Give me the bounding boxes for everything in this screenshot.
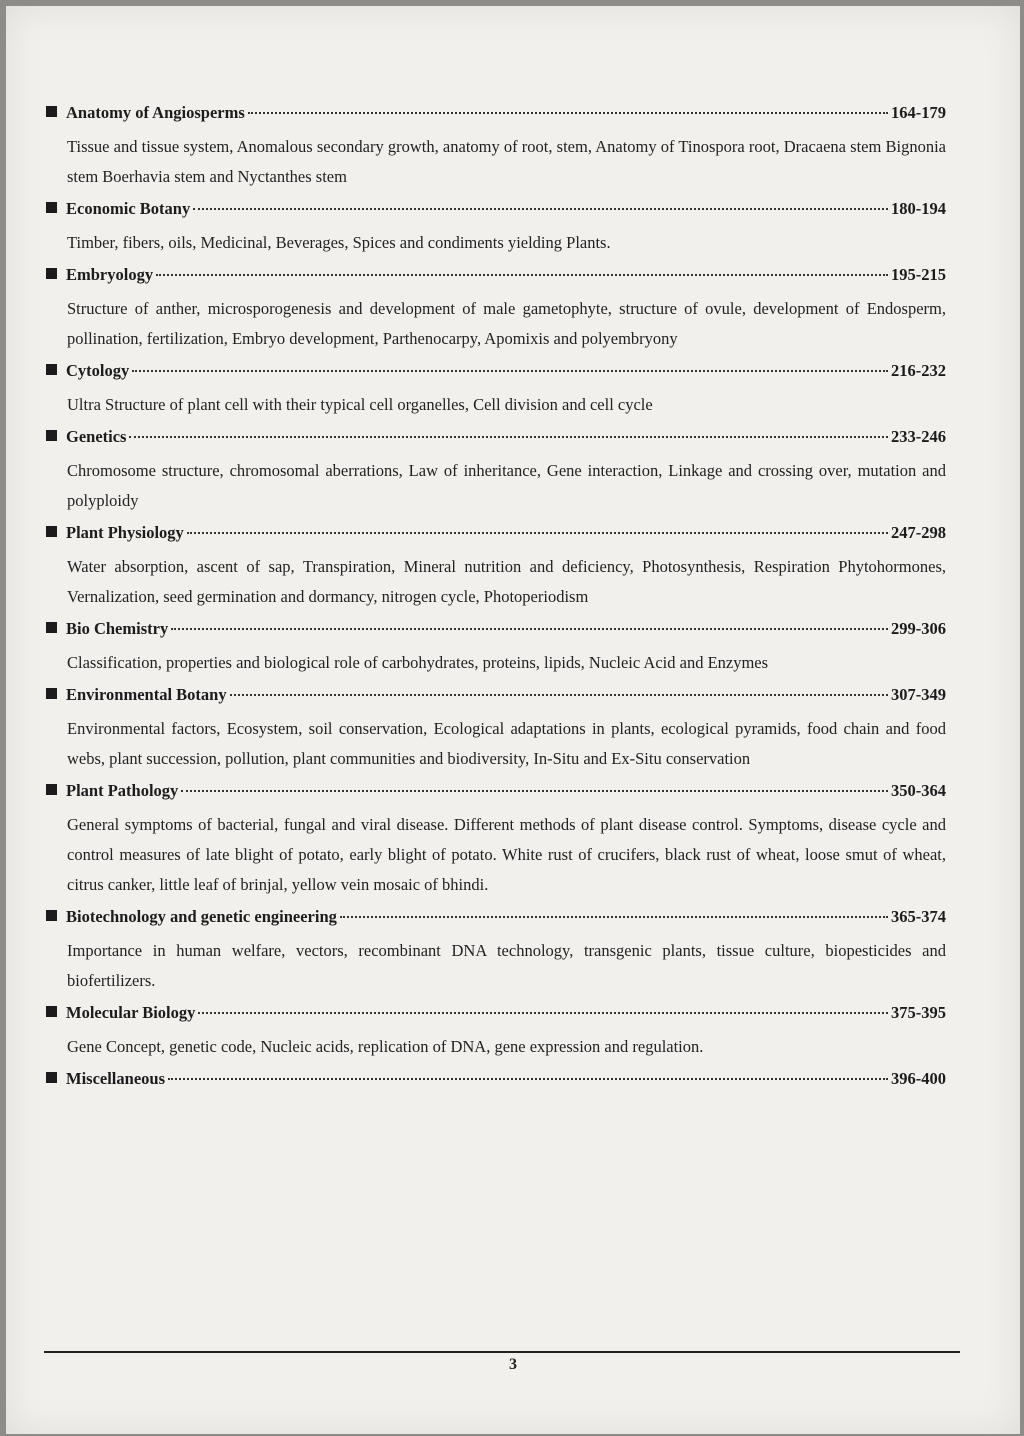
- section-title: Bio Chemistry: [66, 619, 169, 638]
- toc-heading: [46, 781, 946, 801]
- page-range: 350-364: [891, 781, 946, 800]
- square-bullet-icon: [46, 268, 57, 279]
- page-range: 164-179: [891, 103, 946, 122]
- dot-leader: [132, 370, 888, 372]
- section-description: Chromosome structure, chromosomal aberrations, Law of inheritance, Gene interaction, Linkage and crossing over, mutation and polyploidy: [67, 461, 946, 510]
- section-description: Water absorption, ascent of sap, Transpiration, Mineral nutrition and deficiency, Photosynthesis, Respiration Phytohormones, Vernalization, seed germination and dormancy, nitrogen cycle, Photoperiodism: [67, 557, 946, 606]
- page-range: 195-215: [891, 265, 946, 284]
- section-description: Ultra Structure of plant cell with their typical cell organelles, Cell division and cell cycle: [67, 395, 653, 414]
- toc-heading: [46, 265, 946, 285]
- section-description: Tissue and tissue system, Anomalous secondary growth, anatomy of root, stem, Anatomy of Tinospora root, Dracaena stem Bignonia stem Boerhavia stem and Nyctanthes stem: [67, 137, 946, 186]
- table-of-contents: [46, 103, 946, 1089]
- page-range: 216-232: [891, 361, 946, 380]
- toc-entry: [46, 1003, 946, 1062]
- square-bullet-icon: [46, 1006, 57, 1017]
- section-title: Plant Pathology: [66, 781, 179, 800]
- page-number: 3: [509, 1356, 517, 1373]
- toc-entry: [46, 523, 946, 612]
- square-bullet-icon: [46, 784, 57, 795]
- square-bullet-icon: [46, 430, 57, 441]
- square-bullet-icon: [46, 688, 57, 699]
- square-bullet-icon: [46, 202, 57, 213]
- section-title: Miscellaneous: [66, 1069, 165, 1088]
- toc-heading: [46, 523, 946, 543]
- section-description: Structure of anther, microsporogenesis and development of male gametophyte, structure of ovule, development of Endosperm, pollination, fertilization, Embryo development, Parthenocarpy, Apomixis and polyembryony: [67, 299, 946, 348]
- toc-entry: [46, 1069, 946, 1089]
- toc-entry: [46, 103, 946, 192]
- section-title: Genetics: [66, 427, 127, 446]
- section-title: Anatomy of Angiosperms: [66, 103, 245, 122]
- dot-leader: [168, 1078, 888, 1080]
- section-description: Timber, fibers, oils, Medicinal, Beverages, Spices and condiments yielding Plants.: [67, 233, 611, 252]
- toc-entry: [46, 199, 946, 258]
- section-description: Environmental factors, Ecosystem, soil conservation, Ecological adaptations in plants, ecological pyramids, food chain and food webs, plant succession, pollution, plant communities and biodiversity, In-Situ and Ex-Situ conservation: [67, 719, 946, 768]
- page-range: 233-246: [891, 427, 946, 446]
- toc-entry: [46, 781, 946, 900]
- dot-leader: [187, 532, 888, 534]
- toc-entry: [46, 361, 946, 420]
- dot-leader: [129, 436, 888, 438]
- square-bullet-icon: [46, 364, 57, 375]
- section-title: Molecular Biology: [66, 1003, 196, 1022]
- toc-heading: [46, 361, 946, 381]
- dot-leader: [156, 274, 888, 276]
- square-bullet-icon: [46, 1072, 57, 1083]
- section-title: Environmental Botany: [66, 685, 227, 704]
- page-range: 307-349: [891, 685, 946, 704]
- section-title: Cytology: [66, 361, 130, 380]
- dot-leader: [248, 112, 888, 114]
- square-bullet-icon: [46, 106, 57, 117]
- page-range: 396-400: [891, 1069, 946, 1088]
- page-range: 365-374: [891, 907, 946, 926]
- dot-leader: [171, 628, 888, 630]
- dot-leader: [340, 916, 888, 918]
- section-description: Classification, properties and biological role of carbohydrates, proteins, lipids, Nucleic Acid and Enzymes: [67, 653, 769, 672]
- dot-leader: [230, 694, 888, 696]
- toc-entry: [46, 619, 946, 678]
- section-title: Economic Botany: [66, 199, 191, 218]
- toc-heading: [46, 1003, 946, 1023]
- page-range: 247-298: [891, 523, 946, 542]
- toc-heading: [46, 907, 946, 927]
- dot-leader: [198, 1012, 888, 1014]
- section-title: Biotechnology and genetic engineering: [66, 907, 337, 926]
- toc-entry: [46, 265, 946, 354]
- square-bullet-icon: [46, 526, 57, 537]
- dot-leader: [181, 790, 888, 792]
- toc-heading: [46, 427, 946, 447]
- footer-rule: [44, 1351, 960, 1353]
- square-bullet-icon: [46, 622, 57, 633]
- toc-heading: [46, 685, 946, 705]
- toc-entry: [46, 907, 946, 996]
- section-description: Gene Concept, genetic code, Nucleic acids, replication of DNA, gene expression and regulation.: [67, 1037, 704, 1056]
- document-page: [6, 6, 1020, 1434]
- toc-heading: [46, 199, 946, 219]
- square-bullet-icon: [46, 910, 57, 921]
- page-range: 299-306: [891, 619, 946, 638]
- section-description: General symptoms of bacterial, fungal and viral disease. Different methods of plant disease control. Symptoms, disease cycle and control measures of late blight of potato, early blight of potato. White rust of crucifers, black rust of wheat, loose smut of wheat, citrus canker, little leaf of brinjal, yellow vein mosaic of bhindi.: [67, 815, 946, 894]
- toc-heading: [46, 1069, 946, 1089]
- page-range: 375-395: [891, 1003, 946, 1022]
- section-title: Embryology: [66, 265, 154, 284]
- section-description: Importance in human welfare, vectors, recombinant DNA technology, transgenic plants, tissue culture, biopesticides and biofertilizers.: [67, 941, 946, 990]
- section-title: Plant Physiology: [66, 523, 184, 542]
- toc-entry: [46, 685, 946, 774]
- dot-leader: [193, 208, 888, 210]
- toc-heading: [46, 619, 946, 639]
- toc-entry: [46, 427, 946, 516]
- page-range: 180-194: [891, 199, 946, 218]
- toc-heading: [46, 103, 946, 123]
